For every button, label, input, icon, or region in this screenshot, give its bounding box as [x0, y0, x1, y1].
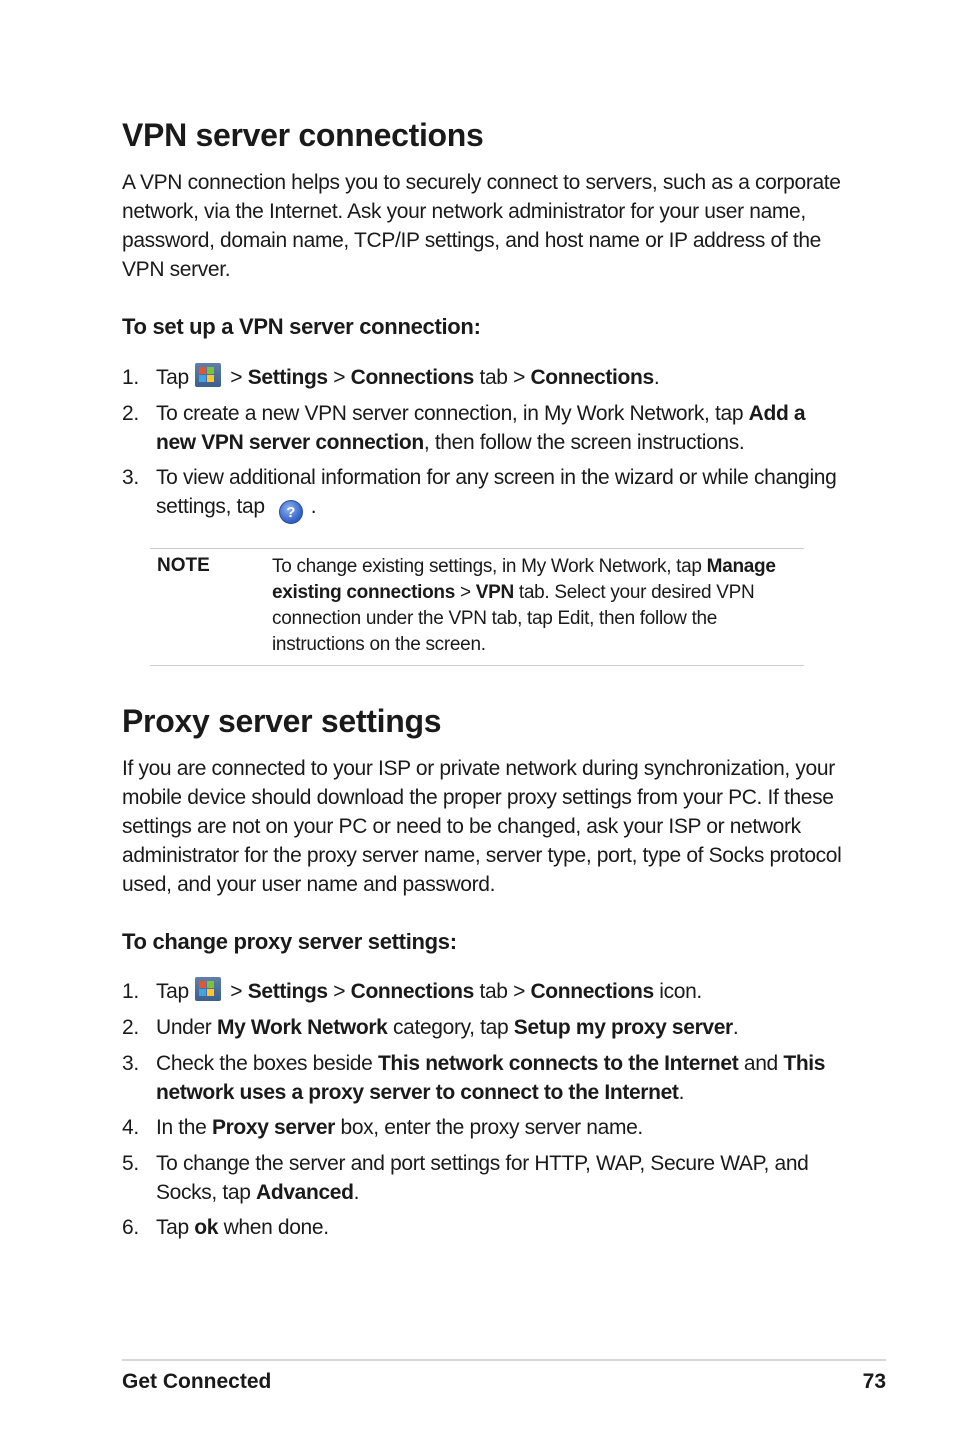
proxy-step-6	[122, 1213, 842, 1242]
step-number: 5.	[122, 1152, 139, 1175]
step-text: .	[653, 366, 660, 389]
step-number: 1.	[122, 366, 139, 389]
vpn-subheading: To set up a VPN server connection:	[122, 314, 481, 339]
help-question-icon: ?	[279, 500, 303, 524]
note-text-part: >	[454, 582, 476, 603]
proxy-intro: If you are connected to your ISP or private network during synchronization, your mobile device should download the proper proxy settings from your PC. If these settings are not on your PC or need to be changed, ask your ISP or network administrator for the proxy server name, server type, port, type of Socks protocol used, and your user name and password.	[122, 757, 842, 896]
vpn-heading: VPN server connections	[122, 117, 484, 153]
step-bold: This network connects to the Internet	[377, 1052, 739, 1075]
step-text: .	[678, 1081, 685, 1104]
windows-start-icon	[195, 363, 221, 387]
step-text: >	[327, 366, 351, 389]
proxy-step-4	[122, 1113, 842, 1142]
step-text: Tap	[156, 980, 189, 1003]
proxy-subheading: To change proxy server settings:	[122, 929, 457, 954]
step-bold: Setup my proxy server	[513, 1016, 733, 1039]
step-text: To create a new VPN server connection, in My Work Network, tap	[156, 402, 749, 425]
step-bold: My Work Network	[216, 1016, 388, 1039]
step-number: 4.	[122, 1116, 139, 1139]
step-text: Tap	[156, 1216, 195, 1239]
step-text: when done.	[218, 1216, 329, 1239]
step-number: 3.	[122, 1052, 139, 1075]
step-number: 2.	[122, 1016, 139, 1039]
step-number: 1.	[122, 980, 139, 1003]
step-text: , then follow the screen instructions.	[423, 431, 745, 454]
step-text: Under	[156, 1016, 217, 1039]
note-divider-top	[150, 548, 804, 549]
step-text: Tap	[156, 366, 189, 389]
step-text: >	[327, 980, 351, 1003]
note-divider-bottom	[150, 665, 804, 666]
step-bold: Connections	[530, 366, 654, 389]
step-bold: Advanced	[256, 1181, 354, 1204]
proxy-step-2	[122, 1013, 842, 1042]
note-text-part: tab. Select your desired VPN connection under the VPN tab, tap Edit, then follow the instructions on the screen.	[272, 582, 755, 655]
step-bold: Connections	[350, 366, 474, 389]
step-text: In the	[156, 1116, 212, 1139]
step-bold: Settings	[247, 366, 328, 389]
step-bold: ok	[194, 1216, 219, 1239]
step-number: 3.	[122, 466, 139, 489]
step-text: To view additional information for any screen in the wizard or while changing settings, tap	[156, 466, 837, 518]
note-text	[272, 554, 792, 658]
vpn-intro: A VPN connection helps you to securely connect to servers, such as a corporate network, via the Internet. Ask your network administrator for your user name, password, domain name, TCP/IP settings, and host name or IP address of the VPN server.	[122, 171, 841, 281]
proxy-step-5	[122, 1149, 842, 1207]
step-text: box, enter the proxy server name.	[335, 1116, 643, 1139]
footer-section-title: Get Connected	[122, 1370, 272, 1393]
vpn-step-1	[122, 363, 842, 392]
step-text: Check the boxes beside	[156, 1052, 378, 1075]
step-bold: Settings	[247, 980, 328, 1003]
step-text: icon.	[653, 980, 702, 1003]
proxy-step-1	[122, 977, 842, 1006]
step-bold: Connections	[530, 980, 654, 1003]
note-label: NOTE	[157, 555, 210, 576]
step-text: .	[310, 495, 317, 518]
page-number: 73	[862, 1370, 886, 1393]
proxy-step-3	[122, 1049, 842, 1107]
step-text: tab >	[473, 980, 531, 1003]
step-bold: Connections	[350, 980, 474, 1003]
step-bold: This network uses a proxy server to connect to the Internet	[156, 1052, 826, 1104]
step-bold: Proxy server	[211, 1116, 335, 1139]
step-text: and	[738, 1052, 784, 1075]
step-text: To change the server and port settings for HTTP, WAP, Secure WAP, and Socks, tap	[156, 1152, 809, 1204]
vpn-step-3	[122, 463, 842, 524]
vpn-step-2	[122, 399, 842, 457]
step-text: >	[224, 366, 248, 389]
note-bold: Manage existing connections	[272, 556, 776, 603]
note-bold: VPN	[475, 582, 514, 603]
step-text: category, tap	[387, 1016, 514, 1039]
step-bold: Add a new VPN server connection	[156, 402, 806, 454]
step-text: .	[353, 1181, 360, 1204]
windows-start-icon	[195, 977, 221, 1001]
step-text: >	[224, 980, 248, 1003]
step-number: 2.	[122, 402, 139, 425]
step-text: tab >	[473, 366, 531, 389]
step-text: .	[732, 1016, 739, 1039]
footer-divider	[122, 1359, 886, 1361]
note-text-part: To change existing settings, in My Work Network, tap	[272, 556, 707, 577]
proxy-heading: Proxy server settings	[122, 703, 442, 739]
step-number: 6.	[122, 1216, 139, 1239]
